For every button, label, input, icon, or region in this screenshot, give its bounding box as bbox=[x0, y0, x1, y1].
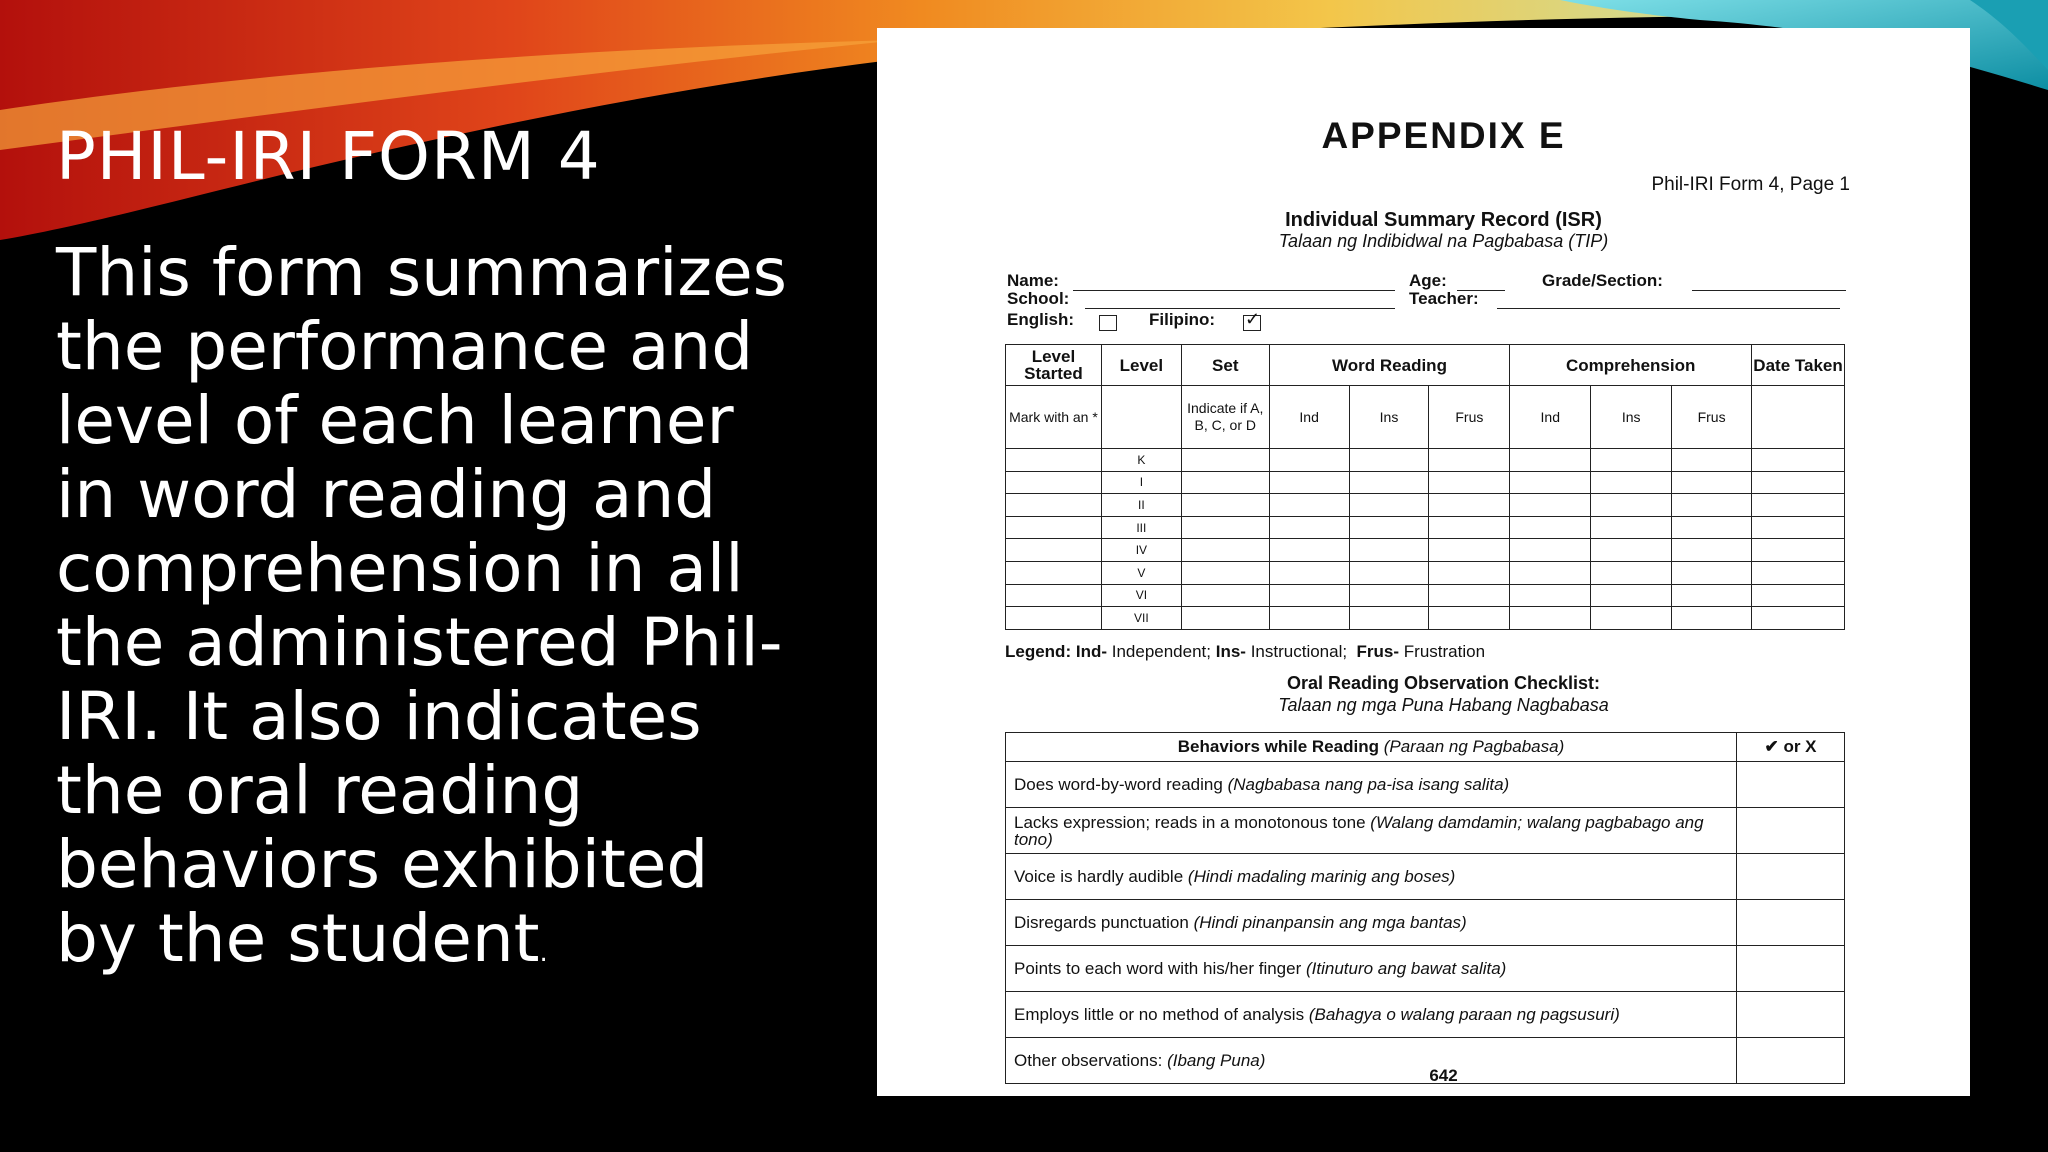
behavior-fil: (Itinuturo ang bawat salita) bbox=[1306, 959, 1507, 978]
table-cell bbox=[1269, 539, 1349, 562]
behavior-cell bbox=[1006, 992, 1737, 1038]
table-cell bbox=[1591, 607, 1672, 630]
observation-row bbox=[1006, 762, 1845, 808]
header-comprehension: Comprehension bbox=[1510, 345, 1752, 386]
behavior-fil: (Walang damdamin; walang pagbabago ang tono) bbox=[1014, 812, 1704, 849]
english-label: English: bbox=[1007, 310, 1075, 329]
header-word-reading: Word Reading bbox=[1269, 345, 1510, 386]
table-cell bbox=[1510, 539, 1591, 562]
mark-cell bbox=[1737, 992, 1845, 1038]
table-row bbox=[1006, 539, 1845, 562]
behavior-cell bbox=[1006, 854, 1737, 900]
obs-header-behaviors-en: Behaviors while Reading bbox=[1177, 737, 1379, 756]
table-cell bbox=[1006, 449, 1102, 472]
sub-comp-ins: Ins bbox=[1591, 386, 1672, 449]
table-cell bbox=[1752, 471, 1845, 494]
table-cell bbox=[1006, 494, 1102, 517]
table-row bbox=[1006, 449, 1845, 472]
sub-wr-ind: Ind bbox=[1269, 386, 1349, 449]
observation-row bbox=[1006, 854, 1845, 900]
table-cell bbox=[1752, 449, 1845, 472]
school-line bbox=[1085, 308, 1395, 309]
table-cell bbox=[1181, 584, 1269, 607]
table-cell bbox=[1269, 584, 1349, 607]
table-cell bbox=[1181, 516, 1269, 539]
legend-ind-text: Independent; bbox=[1111, 642, 1211, 661]
table-cell bbox=[1429, 516, 1510, 539]
behavior-fil: (Hindi pinanpansin ang mga bantas) bbox=[1193, 913, 1467, 932]
legend-frus: Frus- bbox=[1356, 642, 1400, 661]
header-level: Level bbox=[1101, 345, 1181, 386]
table-cell bbox=[1269, 471, 1349, 494]
mark-cell bbox=[1737, 900, 1845, 946]
sub-wr-ins: Ins bbox=[1349, 386, 1429, 449]
table-cell bbox=[1510, 584, 1591, 607]
table-cell bbox=[1006, 516, 1102, 539]
mark-cell bbox=[1737, 854, 1845, 900]
table-row bbox=[1006, 584, 1845, 607]
table-cell bbox=[1510, 471, 1591, 494]
sub-wr-frus: Frus bbox=[1429, 386, 1510, 449]
level-cell: I bbox=[1101, 471, 1181, 494]
sub-comp-ind: Ind bbox=[1510, 386, 1591, 449]
behavior-en: Does word-by-word reading bbox=[1014, 775, 1223, 794]
legend-ind: Ind- bbox=[1075, 642, 1107, 661]
isr-subtitle: Talaan ng Indibidwal na Pagbabasa (TIP) bbox=[1278, 231, 1609, 251]
table-cell bbox=[1672, 449, 1752, 472]
isr-title: Individual Summary Record (ISR) bbox=[1285, 209, 1602, 231]
legend bbox=[1005, 642, 1485, 662]
table-cell bbox=[1672, 561, 1752, 584]
table-cell bbox=[1429, 584, 1510, 607]
behavior-fil: (Ibang Puna) bbox=[1167, 1051, 1266, 1070]
table-cell bbox=[1006, 561, 1102, 584]
sub-indicate: Indicate if A, B, C, or D bbox=[1181, 386, 1269, 449]
table-cell bbox=[1591, 584, 1672, 607]
table-cell bbox=[1006, 607, 1102, 630]
table-cell bbox=[1752, 584, 1845, 607]
level-cell: VI bbox=[1101, 584, 1181, 607]
table-cell bbox=[1672, 471, 1752, 494]
school-label: School: bbox=[1007, 289, 1070, 308]
obs-header-behaviors bbox=[1006, 733, 1737, 762]
checklist-subtitle: Talaan ng mga Puna Habang Nagbabasa bbox=[1278, 695, 1609, 715]
table-cell bbox=[1510, 449, 1591, 472]
filipino-checkbox bbox=[1243, 309, 1261, 331]
teacher-line bbox=[1497, 308, 1840, 309]
legend-ins: Ins- bbox=[1215, 642, 1246, 661]
table-row bbox=[1006, 471, 1845, 494]
table-cell bbox=[1429, 539, 1510, 562]
table-cell bbox=[1181, 449, 1269, 472]
behavior-cell bbox=[1006, 900, 1737, 946]
table-cell bbox=[1269, 516, 1349, 539]
header-level-started: Level Started bbox=[1006, 345, 1102, 386]
sub-comp-frus: Frus bbox=[1672, 386, 1752, 449]
header-date-taken: Date Taken bbox=[1752, 345, 1845, 386]
slide-body bbox=[56, 236, 796, 990]
table-cell bbox=[1349, 561, 1429, 584]
table-cell bbox=[1752, 607, 1845, 630]
table-cell bbox=[1349, 494, 1429, 517]
behavior-cell bbox=[1006, 762, 1737, 808]
table-cell bbox=[1672, 607, 1752, 630]
table-cell bbox=[1510, 607, 1591, 630]
table-cell bbox=[1181, 471, 1269, 494]
level-rows bbox=[1006, 449, 1845, 630]
table-cell bbox=[1752, 561, 1845, 584]
legend-frus-text: Frustration bbox=[1403, 642, 1486, 661]
observation-checklist-table bbox=[1005, 732, 1845, 1084]
table-cell bbox=[1349, 471, 1429, 494]
level-cell: III bbox=[1101, 516, 1181, 539]
mark-cell bbox=[1737, 946, 1845, 992]
isr-table bbox=[1005, 344, 1845, 630]
observation-row bbox=[1006, 946, 1845, 992]
behavior-en: Points to each word with his/her finger bbox=[1014, 959, 1302, 978]
mark-cell bbox=[1737, 762, 1845, 808]
behavior-en: Lacks expression; reads in a monotonous tone bbox=[1014, 812, 1366, 832]
observation-row bbox=[1006, 900, 1845, 946]
table-cell bbox=[1006, 539, 1102, 562]
age-label: Age: bbox=[1409, 271, 1447, 290]
checklist-title: Oral Reading Observation Checklist: bbox=[1286, 673, 1601, 693]
page-number: 642 bbox=[1429, 1066, 1458, 1085]
name-line bbox=[1073, 290, 1395, 291]
table-row bbox=[1006, 516, 1845, 539]
sub-date-blank bbox=[1752, 386, 1845, 449]
header-set: Set bbox=[1181, 345, 1269, 386]
grade-section-label: Grade/Section: bbox=[1542, 271, 1663, 290]
legend-ins-text: Instructional; bbox=[1250, 642, 1348, 661]
obs-header-mark: ✔ or X bbox=[1737, 733, 1845, 762]
table-cell bbox=[1591, 494, 1672, 517]
form-page-label: Phil-IRI Form 4, Page 1 bbox=[1651, 174, 1850, 195]
table-cell bbox=[1672, 494, 1752, 517]
table-cell bbox=[1181, 607, 1269, 630]
table-cell bbox=[1349, 516, 1429, 539]
table-cell bbox=[1510, 494, 1591, 517]
table-cell bbox=[1591, 471, 1672, 494]
table-cell bbox=[1510, 561, 1591, 584]
table-row bbox=[1006, 494, 1845, 517]
behavior-en: Disregards punctuation bbox=[1014, 913, 1189, 932]
table-cell bbox=[1429, 607, 1510, 630]
table-cell bbox=[1672, 584, 1752, 607]
table-cell bbox=[1672, 539, 1752, 562]
table-cell bbox=[1181, 539, 1269, 562]
sub-level-blank bbox=[1101, 386, 1181, 449]
table-cell bbox=[1752, 516, 1845, 539]
sub-mark: Mark with an * bbox=[1006, 386, 1102, 449]
table-cell bbox=[1591, 561, 1672, 584]
behavior-en: Employs little or no method of analysis bbox=[1014, 1005, 1305, 1024]
appendix-title: APPENDIX E bbox=[1321, 115, 1566, 156]
observation-row bbox=[1006, 808, 1845, 854]
behavior-fil: (Bahagya o walang paraan ng pagsusuri) bbox=[1308, 1005, 1620, 1024]
obs-rows bbox=[1006, 762, 1845, 1084]
table-cell bbox=[1269, 494, 1349, 517]
table-row bbox=[1006, 607, 1845, 630]
level-cell: VII bbox=[1101, 607, 1181, 630]
filipino-label: Filipino: bbox=[1149, 310, 1216, 329]
table-cell bbox=[1752, 539, 1845, 562]
english-checkbox bbox=[1099, 315, 1117, 331]
level-cell: K bbox=[1101, 449, 1181, 472]
table-cell bbox=[1591, 516, 1672, 539]
table-cell bbox=[1269, 607, 1349, 630]
table-cell bbox=[1006, 471, 1102, 494]
behavior-en: Voice is hardly audible bbox=[1014, 867, 1184, 886]
table-cell bbox=[1349, 607, 1429, 630]
slide-title: PHIL-IRI FORM 4 bbox=[56, 118, 601, 195]
mark-cell bbox=[1737, 808, 1845, 854]
behavior-fil: (Hindi madaling marinig ang boses) bbox=[1187, 867, 1456, 886]
grade-section-line bbox=[1692, 290, 1846, 291]
table-cell bbox=[1269, 561, 1349, 584]
behavior-cell bbox=[1006, 946, 1737, 992]
table-cell bbox=[1429, 494, 1510, 517]
table-cell bbox=[1181, 494, 1269, 517]
behavior-en: Other observations: bbox=[1014, 1051, 1163, 1070]
table-cell bbox=[1349, 539, 1429, 562]
table-cell bbox=[1429, 561, 1510, 584]
table-cell bbox=[1591, 539, 1672, 562]
table-cell bbox=[1181, 561, 1269, 584]
table-cell bbox=[1752, 494, 1845, 517]
teacher-label: Teacher: bbox=[1409, 289, 1479, 308]
name-label: Name: bbox=[1007, 271, 1059, 290]
table-cell bbox=[1349, 449, 1429, 472]
table-row bbox=[1006, 561, 1845, 584]
behavior-fil: (Nagbabasa nang pa-isa isang salita) bbox=[1227, 775, 1510, 794]
table-cell bbox=[1269, 449, 1349, 472]
observation-row bbox=[1006, 992, 1845, 1038]
table-cell bbox=[1429, 449, 1510, 472]
form-image bbox=[877, 28, 1970, 1096]
obs-header-behaviors-fil: (Paraan ng Pagbabasa) bbox=[1383, 737, 1565, 756]
table-cell bbox=[1349, 584, 1429, 607]
table-cell bbox=[1591, 449, 1672, 472]
level-cell: V bbox=[1101, 561, 1181, 584]
table-cell bbox=[1006, 584, 1102, 607]
level-cell: II bbox=[1101, 494, 1181, 517]
table-cell bbox=[1429, 471, 1510, 494]
check-icon: ✓ bbox=[1245, 309, 1261, 329]
slide-body-text: This form summarizes the performance and level of each learner in word reading and comprehension in all the administered Phil-IRI. It also indicates the oral reading behaviors exhibited by the student bbox=[56, 234, 788, 977]
level-cell: IV bbox=[1101, 539, 1181, 562]
slide-body-period: . bbox=[539, 938, 548, 968]
table-cell bbox=[1672, 516, 1752, 539]
table-cell bbox=[1510, 516, 1591, 539]
behavior-cell bbox=[1006, 808, 1737, 854]
legend-label: Legend: bbox=[1005, 642, 1072, 661]
